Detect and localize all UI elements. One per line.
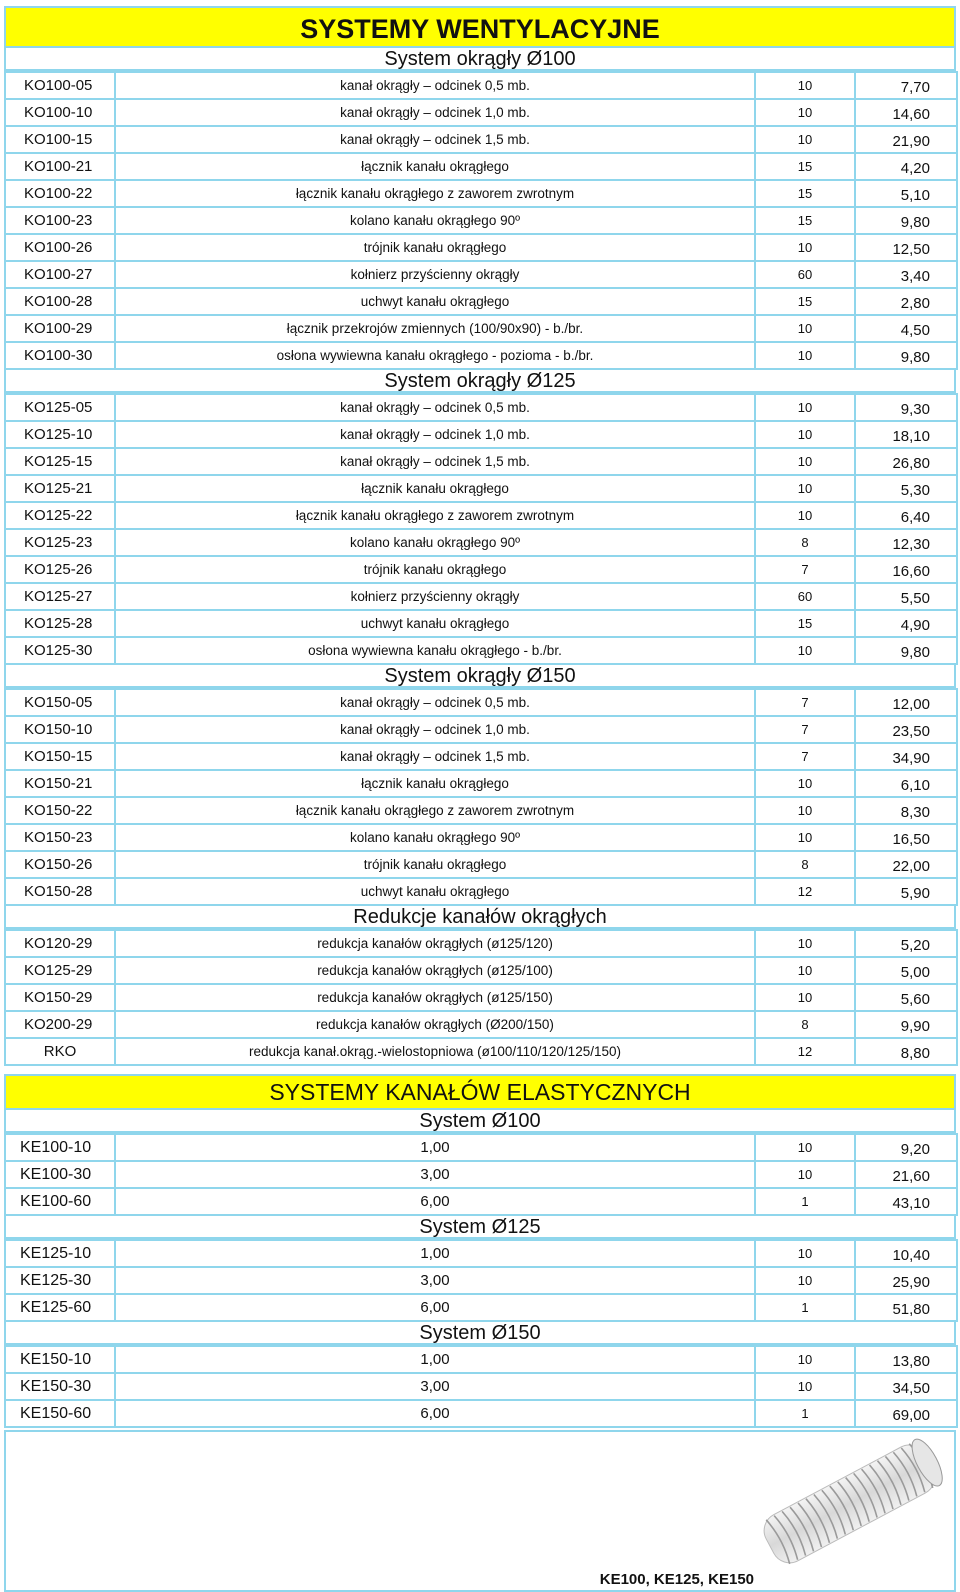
table-row bbox=[5, 1240, 957, 1267]
image-caption: KE100, KE125, KE150 bbox=[599, 1571, 754, 1588]
table-row bbox=[5, 315, 957, 342]
product-code: KE150-60 bbox=[5, 1400, 115, 1427]
package-quantity: 10 bbox=[755, 342, 855, 369]
price-table bbox=[4, 1345, 958, 1428]
product-description: 1,00 bbox=[115, 1134, 755, 1161]
product-price: 2,80 bbox=[855, 288, 957, 315]
rigid-systems bbox=[4, 48, 956, 1066]
package-quantity: 10 bbox=[755, 126, 855, 153]
table-row bbox=[5, 689, 957, 716]
package-quantity: 7 bbox=[755, 716, 855, 743]
product-description: 3,00 bbox=[115, 1373, 755, 1400]
table-row bbox=[5, 984, 957, 1011]
package-quantity: 1 bbox=[755, 1188, 855, 1215]
price-sheet bbox=[4, 6, 956, 1592]
package-quantity: 10 bbox=[755, 421, 855, 448]
product-price: 9,90 bbox=[855, 1011, 957, 1038]
elastic-systems bbox=[4, 1110, 956, 1428]
product-description: kołnierz przyścienny okrągły bbox=[115, 261, 755, 288]
product-description: łącznik przekrojów zmiennych (100/90x90) - b./br. bbox=[115, 315, 755, 342]
product-description: trójnik kanału okrągłego bbox=[115, 556, 755, 583]
table-row bbox=[5, 342, 957, 369]
price-table bbox=[4, 1133, 958, 1216]
table-row bbox=[5, 1161, 957, 1188]
product-price: 34,90 bbox=[855, 743, 957, 770]
table-row bbox=[5, 72, 957, 99]
table-row bbox=[5, 1011, 957, 1038]
package-quantity: 12 bbox=[755, 878, 855, 905]
product-description: kolano kanału okrągłego 90º bbox=[115, 824, 755, 851]
table-row bbox=[5, 743, 957, 770]
table-row bbox=[5, 288, 957, 315]
table-row bbox=[5, 957, 957, 984]
product-price: 7,70 bbox=[855, 72, 957, 99]
product-description: uchwyt kanału okrągłego bbox=[115, 610, 755, 637]
product-price: 23,50 bbox=[855, 716, 957, 743]
section-heading: System okrągły Ø100 bbox=[4, 48, 956, 71]
product-code: KO125-21 bbox=[5, 475, 115, 502]
table-row bbox=[5, 529, 957, 556]
product-price: 51,80 bbox=[855, 1294, 957, 1321]
product-code: KO125-05 bbox=[5, 394, 115, 421]
product-code: KO100-27 bbox=[5, 261, 115, 288]
product-description: kanał okrągły – odcinek 0,5 mb. bbox=[115, 72, 755, 99]
product-code: KO100-05 bbox=[5, 72, 115, 99]
package-quantity: 10 bbox=[755, 637, 855, 664]
table-row bbox=[5, 556, 957, 583]
table-row bbox=[5, 797, 957, 824]
product-price: 6,40 bbox=[855, 502, 957, 529]
product-description: łącznik kanału okrągłego z zaworem zwrotnym bbox=[115, 797, 755, 824]
table-row bbox=[5, 394, 957, 421]
product-description: 1,00 bbox=[115, 1346, 755, 1373]
section-title-elastic: SYSTEMY KANAŁÓW ELASTYCZNYCH bbox=[4, 1074, 956, 1110]
product-code: KO100-15 bbox=[5, 126, 115, 153]
section-heading: System okrągły Ø150 bbox=[4, 665, 956, 688]
package-quantity: 10 bbox=[755, 1267, 855, 1294]
package-quantity: 10 bbox=[755, 824, 855, 851]
product-code: KE100-10 bbox=[5, 1134, 115, 1161]
product-code: KE150-10 bbox=[5, 1346, 115, 1373]
product-code: KO125-23 bbox=[5, 529, 115, 556]
table-row bbox=[5, 1373, 957, 1400]
product-code: KO100-30 bbox=[5, 342, 115, 369]
product-code: KO150-23 bbox=[5, 824, 115, 851]
product-code: KO125-29 bbox=[5, 957, 115, 984]
table-row bbox=[5, 637, 957, 664]
section-heading: System okrągły Ø125 bbox=[4, 370, 956, 393]
product-price: 4,20 bbox=[855, 153, 957, 180]
product-code: KO150-29 bbox=[5, 984, 115, 1011]
product-description: łącznik kanału okrągłego z zaworem zwrotnym bbox=[115, 502, 755, 529]
product-price: 5,90 bbox=[855, 878, 957, 905]
package-quantity: 8 bbox=[755, 1011, 855, 1038]
package-quantity: 10 bbox=[755, 1346, 855, 1373]
product-price: 12,30 bbox=[855, 529, 957, 556]
product-description: osłona wywiewna kanału okrągłego - pozioma - b./br. bbox=[115, 342, 755, 369]
table-row bbox=[5, 878, 957, 905]
price-table bbox=[4, 393, 958, 665]
package-quantity: 8 bbox=[755, 851, 855, 878]
product-description: redukcja kanał.okrąg.-wielostopniowa (ø100/110/120/125/150) bbox=[115, 1038, 755, 1065]
product-description: 6,00 bbox=[115, 1294, 755, 1321]
package-quantity: 1 bbox=[755, 1294, 855, 1321]
product-description: 3,00 bbox=[115, 1267, 755, 1294]
product-price: 14,60 bbox=[855, 99, 957, 126]
product-price: 5,60 bbox=[855, 984, 957, 1011]
product-description: 6,00 bbox=[115, 1188, 755, 1215]
table-row bbox=[5, 261, 957, 288]
product-description: łącznik kanału okrągłego bbox=[115, 153, 755, 180]
product-description: kanał okrągły – odcinek 1,5 mb. bbox=[115, 448, 755, 475]
product-description: kołnierz przyścienny okrągły bbox=[115, 583, 755, 610]
product-code: KO100-10 bbox=[5, 99, 115, 126]
product-price: 34,50 bbox=[855, 1373, 957, 1400]
product-code: KO150-28 bbox=[5, 878, 115, 905]
table-row bbox=[5, 1038, 957, 1065]
product-description: redukcja kanałów okrągłych (ø125/100) bbox=[115, 957, 755, 984]
product-code: KO125-28 bbox=[5, 610, 115, 637]
product-price: 8,30 bbox=[855, 797, 957, 824]
product-price: 13,80 bbox=[855, 1346, 957, 1373]
product-code: KO100-26 bbox=[5, 234, 115, 261]
product-price: 9,80 bbox=[855, 637, 957, 664]
table-row bbox=[5, 930, 957, 957]
package-quantity: 15 bbox=[755, 153, 855, 180]
package-quantity: 10 bbox=[755, 984, 855, 1011]
product-description: kolano kanału okrągłego 90º bbox=[115, 207, 755, 234]
product-price: 25,90 bbox=[855, 1267, 957, 1294]
product-price: 5,30 bbox=[855, 475, 957, 502]
product-description: kanał okrągły – odcinek 1,0 mb. bbox=[115, 99, 755, 126]
product-description: kanał okrągły – odcinek 1,5 mb. bbox=[115, 743, 755, 770]
table-row bbox=[5, 475, 957, 502]
product-price: 5,20 bbox=[855, 930, 957, 957]
package-quantity: 60 bbox=[755, 583, 855, 610]
package-quantity: 15 bbox=[755, 207, 855, 234]
product-price: 4,50 bbox=[855, 315, 957, 342]
table-row bbox=[5, 1400, 957, 1427]
product-price: 18,10 bbox=[855, 421, 957, 448]
product-description: redukcja kanałów okrągłych (ø125/150) bbox=[115, 984, 755, 1011]
product-code: KO125-27 bbox=[5, 583, 115, 610]
table-row bbox=[5, 1267, 957, 1294]
package-quantity: 15 bbox=[755, 610, 855, 637]
package-quantity: 10 bbox=[755, 1373, 855, 1400]
product-price: 21,60 bbox=[855, 1161, 957, 1188]
section-heading: System Ø100 bbox=[4, 1110, 956, 1133]
package-quantity: 10 bbox=[755, 72, 855, 99]
product-price: 69,00 bbox=[855, 1400, 957, 1427]
product-code: KO200-29 bbox=[5, 1011, 115, 1038]
product-price: 12,00 bbox=[855, 689, 957, 716]
table-row bbox=[5, 583, 957, 610]
package-quantity: 10 bbox=[755, 1240, 855, 1267]
page-title: SYSTEMY WENTYLACYJNE bbox=[4, 6, 956, 48]
product-code: KO150-26 bbox=[5, 851, 115, 878]
product-code: KO125-26 bbox=[5, 556, 115, 583]
package-quantity: 10 bbox=[755, 315, 855, 342]
package-quantity: 10 bbox=[755, 1134, 855, 1161]
product-code: KE100-30 bbox=[5, 1161, 115, 1188]
product-description: trójnik kanału okrągłego bbox=[115, 234, 755, 261]
product-code: KO100-23 bbox=[5, 207, 115, 234]
product-price: 9,80 bbox=[855, 207, 957, 234]
price-table bbox=[4, 1239, 958, 1322]
product-description: 6,00 bbox=[115, 1400, 755, 1427]
product-code: KO120-29 bbox=[5, 930, 115, 957]
package-quantity: 7 bbox=[755, 556, 855, 583]
package-quantity: 7 bbox=[755, 689, 855, 716]
package-quantity: 8 bbox=[755, 529, 855, 556]
table-row bbox=[5, 234, 957, 261]
product-code: KO125-22 bbox=[5, 502, 115, 529]
product-price: 5,10 bbox=[855, 180, 957, 207]
package-quantity: 15 bbox=[755, 288, 855, 315]
section-heading: System Ø125 bbox=[4, 1216, 956, 1239]
table-row bbox=[5, 610, 957, 637]
package-quantity: 1 bbox=[755, 1400, 855, 1427]
product-price: 5,50 bbox=[855, 583, 957, 610]
table-row bbox=[5, 824, 957, 851]
package-quantity: 10 bbox=[755, 448, 855, 475]
product-code: RKO bbox=[5, 1038, 115, 1065]
product-description: kanał okrągły – odcinek 1,0 mb. bbox=[115, 421, 755, 448]
table-row bbox=[5, 1346, 957, 1373]
product-price: 16,50 bbox=[855, 824, 957, 851]
product-code: KO150-10 bbox=[5, 716, 115, 743]
package-quantity: 60 bbox=[755, 261, 855, 288]
table-row bbox=[5, 1134, 957, 1161]
product-price: 3,40 bbox=[855, 261, 957, 288]
product-code: KO150-05 bbox=[5, 689, 115, 716]
product-code: KE125-30 bbox=[5, 1267, 115, 1294]
table-row bbox=[5, 153, 957, 180]
product-description: uchwyt kanału okrągłego bbox=[115, 878, 755, 905]
product-price: 43,10 bbox=[855, 1188, 957, 1215]
product-code: KO150-22 bbox=[5, 797, 115, 824]
table-row bbox=[5, 770, 957, 797]
product-code: KO100-29 bbox=[5, 315, 115, 342]
product-description: łącznik kanału okrągłego z zaworem zwrotnym bbox=[115, 180, 755, 207]
price-table bbox=[4, 929, 958, 1066]
package-quantity: 10 bbox=[755, 99, 855, 126]
product-description: kanał okrągły – odcinek 1,5 mb. bbox=[115, 126, 755, 153]
product-description: redukcja kanałów okrągłych (ø125/120) bbox=[115, 930, 755, 957]
flexible-duct-icon bbox=[754, 1438, 944, 1568]
product-price: 6,10 bbox=[855, 770, 957, 797]
product-price: 26,80 bbox=[855, 448, 957, 475]
price-table bbox=[4, 688, 958, 906]
product-description: redukcja kanałów okrągłych (Ø200/150) bbox=[115, 1011, 755, 1038]
table-row bbox=[5, 502, 957, 529]
product-price: 5,00 bbox=[855, 957, 957, 984]
product-code: KE100-60 bbox=[5, 1188, 115, 1215]
table-row bbox=[5, 180, 957, 207]
product-price: 22,00 bbox=[855, 851, 957, 878]
table-row bbox=[5, 1188, 957, 1215]
product-code: KE125-10 bbox=[5, 1240, 115, 1267]
product-price: 12,50 bbox=[855, 234, 957, 261]
product-description: 3,00 bbox=[115, 1161, 755, 1188]
product-code: KO125-30 bbox=[5, 637, 115, 664]
package-quantity: 15 bbox=[755, 180, 855, 207]
product-code: KO125-15 bbox=[5, 448, 115, 475]
package-quantity: 10 bbox=[755, 957, 855, 984]
product-code: KE125-60 bbox=[5, 1294, 115, 1321]
product-price: 9,30 bbox=[855, 394, 957, 421]
package-quantity: 10 bbox=[755, 475, 855, 502]
package-quantity: 10 bbox=[755, 234, 855, 261]
table-row bbox=[5, 207, 957, 234]
table-row bbox=[5, 421, 957, 448]
product-description: kanał okrągły – odcinek 0,5 mb. bbox=[115, 394, 755, 421]
product-code: KO100-22 bbox=[5, 180, 115, 207]
table-row bbox=[5, 126, 957, 153]
product-price: 9,20 bbox=[855, 1134, 957, 1161]
table-row bbox=[5, 1294, 957, 1321]
product-description: kanał okrągły – odcinek 1,0 mb. bbox=[115, 716, 755, 743]
package-quantity: 10 bbox=[755, 394, 855, 421]
product-code: KO100-21 bbox=[5, 153, 115, 180]
price-table bbox=[4, 71, 958, 370]
product-description: trójnik kanału okrągłego bbox=[115, 851, 755, 878]
product-code: KO100-28 bbox=[5, 288, 115, 315]
product-code: KE150-30 bbox=[5, 1373, 115, 1400]
product-price: 8,80 bbox=[855, 1038, 957, 1065]
section-heading: Redukcje kanałów okrągłych bbox=[4, 906, 956, 929]
product-description: kanał okrągły – odcinek 0,5 mb. bbox=[115, 689, 755, 716]
table-row bbox=[5, 99, 957, 126]
product-description: łącznik kanału okrągłego bbox=[115, 475, 755, 502]
product-code: KO150-15 bbox=[5, 743, 115, 770]
product-description: kolano kanału okrągłego 90º bbox=[115, 529, 755, 556]
section-heading: System Ø150 bbox=[4, 1322, 956, 1345]
package-quantity: 7 bbox=[755, 743, 855, 770]
product-description: 1,00 bbox=[115, 1240, 755, 1267]
package-quantity: 10 bbox=[755, 797, 855, 824]
product-price: 10,40 bbox=[855, 1240, 957, 1267]
product-description: łącznik kanału okrągłego bbox=[115, 770, 755, 797]
product-image-box bbox=[4, 1430, 956, 1592]
package-quantity: 10 bbox=[755, 502, 855, 529]
product-code: KO150-21 bbox=[5, 770, 115, 797]
package-quantity: 12 bbox=[755, 1038, 855, 1065]
package-quantity: 10 bbox=[755, 930, 855, 957]
product-price: 4,90 bbox=[855, 610, 957, 637]
table-row bbox=[5, 448, 957, 475]
product-description: uchwyt kanału okrągłego bbox=[115, 288, 755, 315]
table-row bbox=[5, 716, 957, 743]
package-quantity: 10 bbox=[755, 770, 855, 797]
table-row bbox=[5, 851, 957, 878]
product-code: KO125-10 bbox=[5, 421, 115, 448]
product-price: 9,80 bbox=[855, 342, 957, 369]
product-price: 16,60 bbox=[855, 556, 957, 583]
product-price: 21,90 bbox=[855, 126, 957, 153]
package-quantity: 10 bbox=[755, 1161, 855, 1188]
product-description: osłona wywiewna kanału okrągłego - b./br. bbox=[115, 637, 755, 664]
